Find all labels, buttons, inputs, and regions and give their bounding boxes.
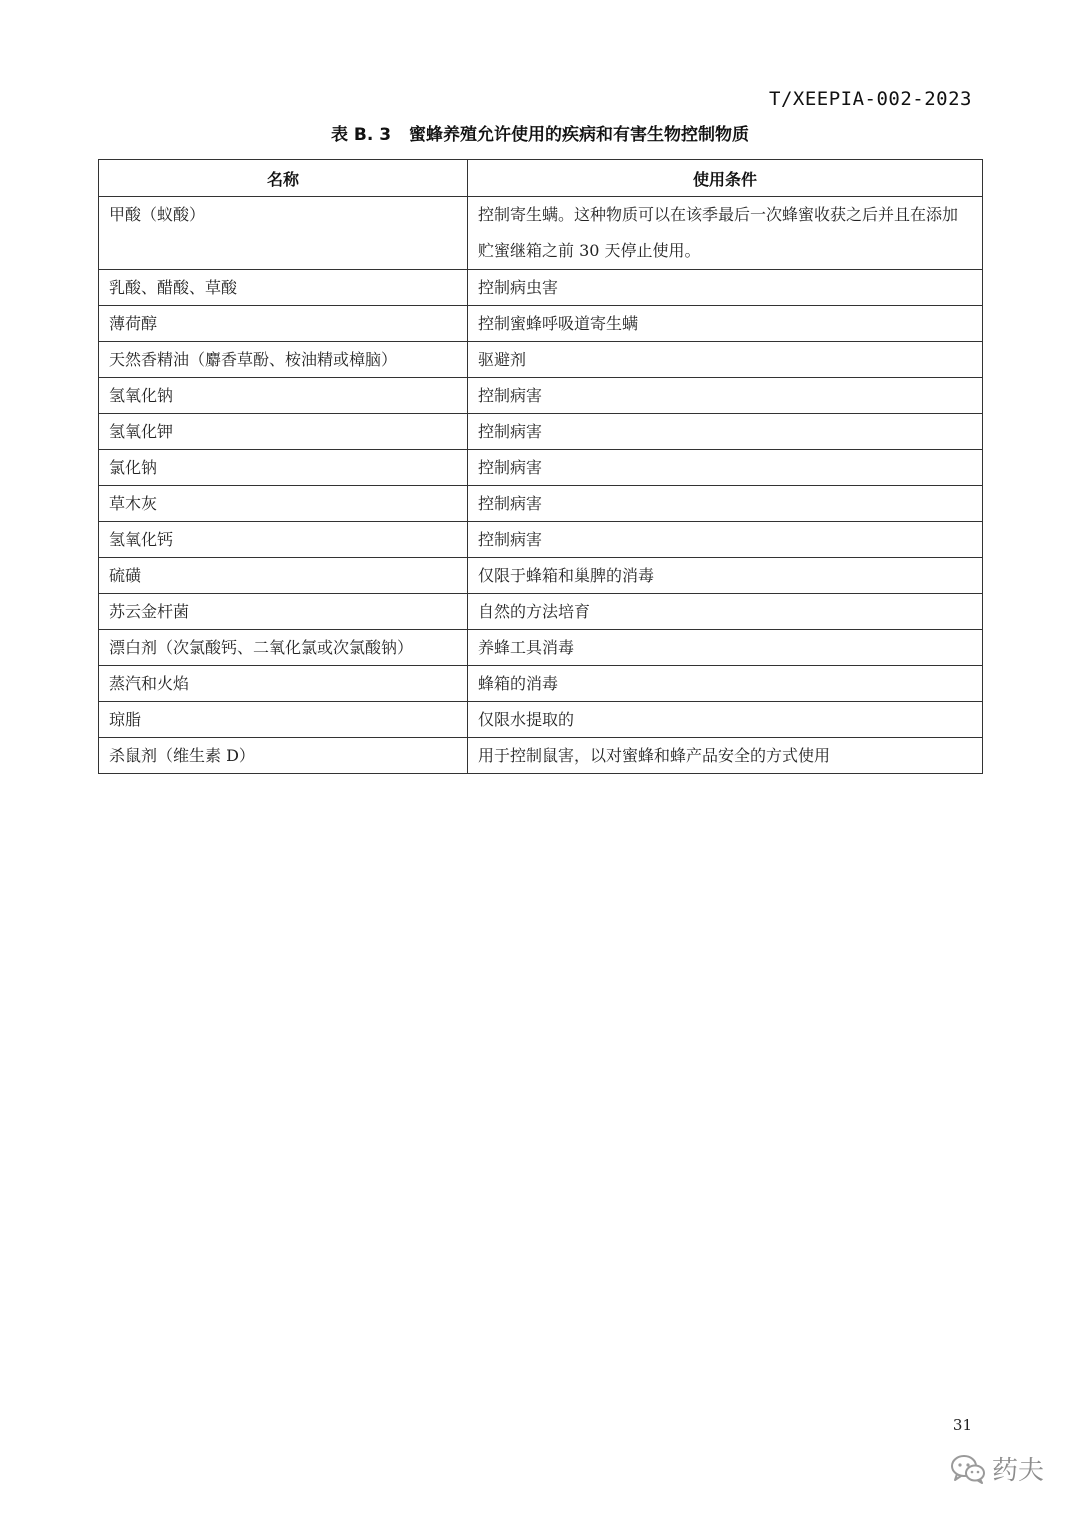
substance-name: 氢氧化钾	[99, 414, 468, 450]
substance-name: 天然香精油（麝香草酚、桉油精或樟脑）	[99, 342, 468, 378]
table-row	[99, 666, 983, 702]
usage-condition: 仅限于蜂箱和巢脾的消毒	[468, 558, 983, 594]
substance-name: 草木灰	[99, 486, 468, 522]
usage-condition: 仅限水提取的	[468, 702, 983, 738]
substance-name: 苏云金杆菌	[99, 594, 468, 630]
substance-name: 薄荷醇	[99, 306, 468, 342]
usage-condition: 蜂箱的消毒	[468, 666, 983, 702]
column-header-condition: 使用条件	[468, 160, 983, 197]
usage-condition: 控制病害	[468, 414, 983, 450]
table-row	[99, 378, 983, 414]
substance-name: 氯化钠	[99, 450, 468, 486]
substance-name: 氢氧化钙	[99, 522, 468, 558]
table-row	[99, 486, 983, 522]
table-row	[99, 414, 983, 450]
table-row	[99, 702, 983, 738]
usage-condition: 控制蜜蜂呼吸道寄生螨	[468, 306, 983, 342]
substances-table	[98, 159, 983, 774]
substance-name: 杀鼠剂（维生素 D）	[99, 738, 468, 774]
substance-name: 乳酸、醋酸、草酸	[99, 270, 468, 306]
page-number: 31	[952, 1416, 972, 1434]
substance-name: 琼脂	[99, 702, 468, 738]
table-row	[99, 522, 983, 558]
table-row	[99, 630, 983, 666]
usage-condition: 控制病害	[468, 522, 983, 558]
usage-condition: 控制病害	[468, 378, 983, 414]
usage-condition: 控制病虫害	[468, 270, 983, 306]
substance-name: 甲酸（蚁酸）	[99, 197, 468, 270]
table-row	[99, 342, 983, 378]
table-title: 蜜蜂养殖允许使用的疾病和有害生物控制物质	[409, 125, 750, 145]
table-row	[99, 558, 983, 594]
table-row	[99, 594, 983, 630]
watermark	[950, 1450, 1044, 1487]
usage-condition: 自然的方法培育	[468, 594, 983, 630]
wechat-icon	[950, 1454, 986, 1484]
usage-condition: 驱避剂	[468, 342, 983, 378]
substance-name: 氢氧化钠	[99, 378, 468, 414]
column-header-name: 名称	[99, 160, 468, 197]
table-row	[99, 450, 983, 486]
document-code: T/XEEPIA-002-2023	[769, 88, 972, 110]
table-row	[99, 306, 983, 342]
substance-name: 硫磺	[99, 558, 468, 594]
table-caption	[0, 120, 1080, 145]
usage-condition: 用于控制鼠害，以对蜜蜂和蜂产品安全的方式使用	[468, 738, 983, 774]
substance-name: 漂白剂（次氯酸钙、二氧化氯或次氯酸钠）	[99, 630, 468, 666]
substance-name: 蒸汽和火焰	[99, 666, 468, 702]
usage-condition: 控制寄生螨。这种物质可以在该季最后一次蜂蜜收获之后并且在添加贮蜜继箱之前 30 天停止使用。	[468, 197, 983, 270]
table-row	[99, 270, 983, 306]
usage-condition: 控制病害	[468, 450, 983, 486]
table-header-row	[99, 160, 983, 197]
usage-condition: 养蜂工具消毒	[468, 630, 983, 666]
table-row	[99, 738, 983, 774]
usage-condition: 控制病害	[468, 486, 983, 522]
table-number: 表 B. 3	[330, 125, 392, 145]
watermark-text: 药夫	[992, 1456, 1045, 1486]
table-row	[99, 197, 983, 270]
